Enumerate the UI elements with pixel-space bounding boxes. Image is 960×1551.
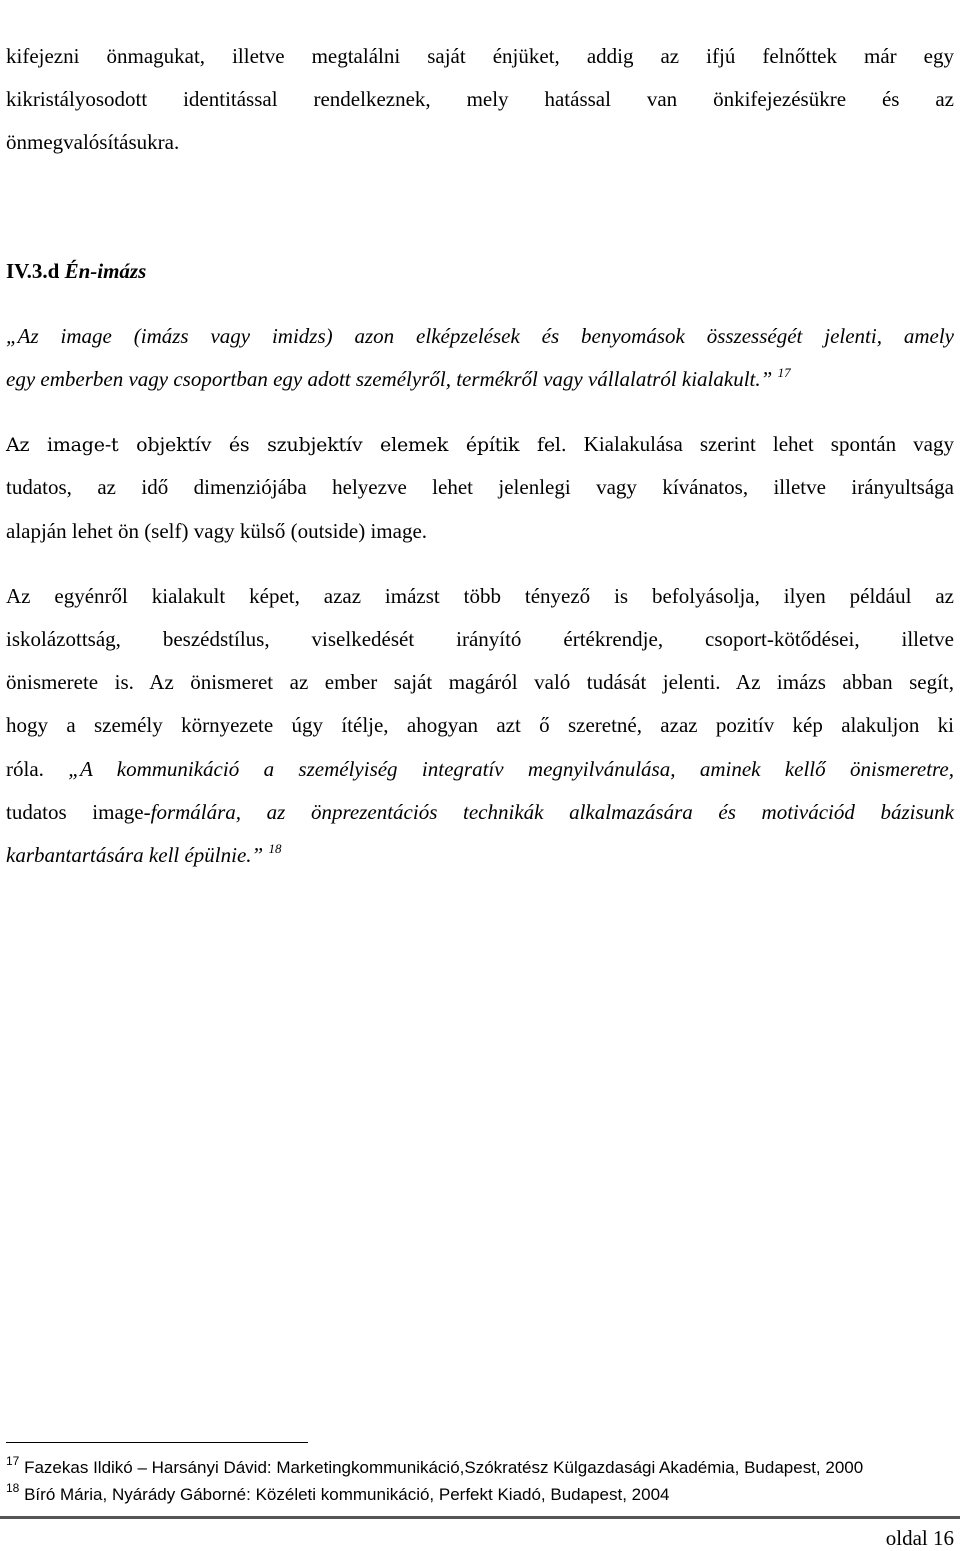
body-text-line: kifejezni önmagukat, illetve megtalálni saját énjüket, addig az ifjú felnőttek már egy — [6, 44, 954, 68]
footnote-ref-17: 17 — [777, 365, 791, 380]
footnote-17 — [6, 1454, 864, 1479]
body-text-segment: Az image-t objektív és szubjektív elemek építik fel. — [6, 434, 567, 456]
footer-rule — [0, 1516, 960, 1519]
quote-text-segment: formálára, az önprezentációs technikák alkalmazására és motivációd bázisunk — [150, 800, 954, 824]
section-number: IV.3.d — [6, 259, 60, 283]
quote-text-segment: „A kommunikáció a személyiség integratív megnyilvánulása, aminek kellő önismeretre, — [68, 757, 955, 781]
section-title: Én-imázs — [64, 259, 147, 283]
body-text-line — [6, 430, 954, 459]
definition-quote-line: „Az image (imázs vagy imidzs) azon elképzelések és benyomások összességét jelenti, amely — [6, 324, 954, 348]
body-text-line: hogy a személy környezete úgy ítélje, ahogyan azt ő szeretné, azaz pozitív kép alakuljon ki — [6, 713, 954, 737]
body-text-segment: tudatos image- — [6, 800, 151, 824]
page-number: oldal 16 — [885, 1526, 954, 1550]
footnote-separator — [6, 1442, 308, 1443]
body-text-line: önmegvalósításukra. — [6, 130, 180, 154]
body-text-line: Az egyénről kialakult képet, azaz imázst több tényező is befolyásolja, ilyen például az — [6, 584, 954, 608]
footnote-text: Bíró Mária, Nyárády Gáborné: Közéleti kommunikáció, Perfekt Kiadó, Budapest, 2004 — [24, 1485, 670, 1504]
body-text-line: önismerete is. Az önismeret az ember saját magáról való tudását jelenti. Az imázs abban segít, — [6, 670, 954, 694]
section-heading — [6, 257, 954, 285]
footnote-number: 18 — [6, 1481, 20, 1495]
quote-text-segment: karbantartására kell épülnie.” — [6, 843, 264, 867]
body-text-line — [6, 841, 954, 869]
body-text-segment: róla. — [6, 757, 44, 781]
body-text-line — [6, 798, 954, 826]
body-text-line: kikristályosodott identitással rendelkeznek, mely hatással van önkifejezésükre és az — [6, 87, 954, 111]
body-text-line: tudatos, az idő dimenziójába helyezve lehet jelenlegi vagy kívánatos, illetve irányultsága — [6, 475, 954, 499]
body-text-line: alapján lehet ön (self) vagy külső (outside) image. — [6, 519, 428, 543]
body-text-line — [6, 755, 954, 783]
body-text-segment: Kialakulása szerint lehet spontán vagy — [583, 432, 954, 456]
footnote-number: 17 — [6, 1454, 20, 1468]
definition-quote-text: egy emberben vagy csoportban egy adott személyről, termékről vagy vállalatról kialakult.” — [6, 367, 773, 391]
definition-quote-line — [6, 365, 954, 393]
footnote-text: Fazekas Ildikó – Harsányi Dávid: Marketingkommunikáció,Szókratész Külgazdasági Akadémia, Budapest, 2000 — [24, 1458, 864, 1477]
body-text-line: iskolázottság, beszédstílus, viselkedését irányító értékrendje, csoport-kötődései, illetve — [6, 627, 954, 651]
footnote-ref-18: 18 — [268, 841, 282, 856]
footnote-18 — [6, 1481, 670, 1506]
